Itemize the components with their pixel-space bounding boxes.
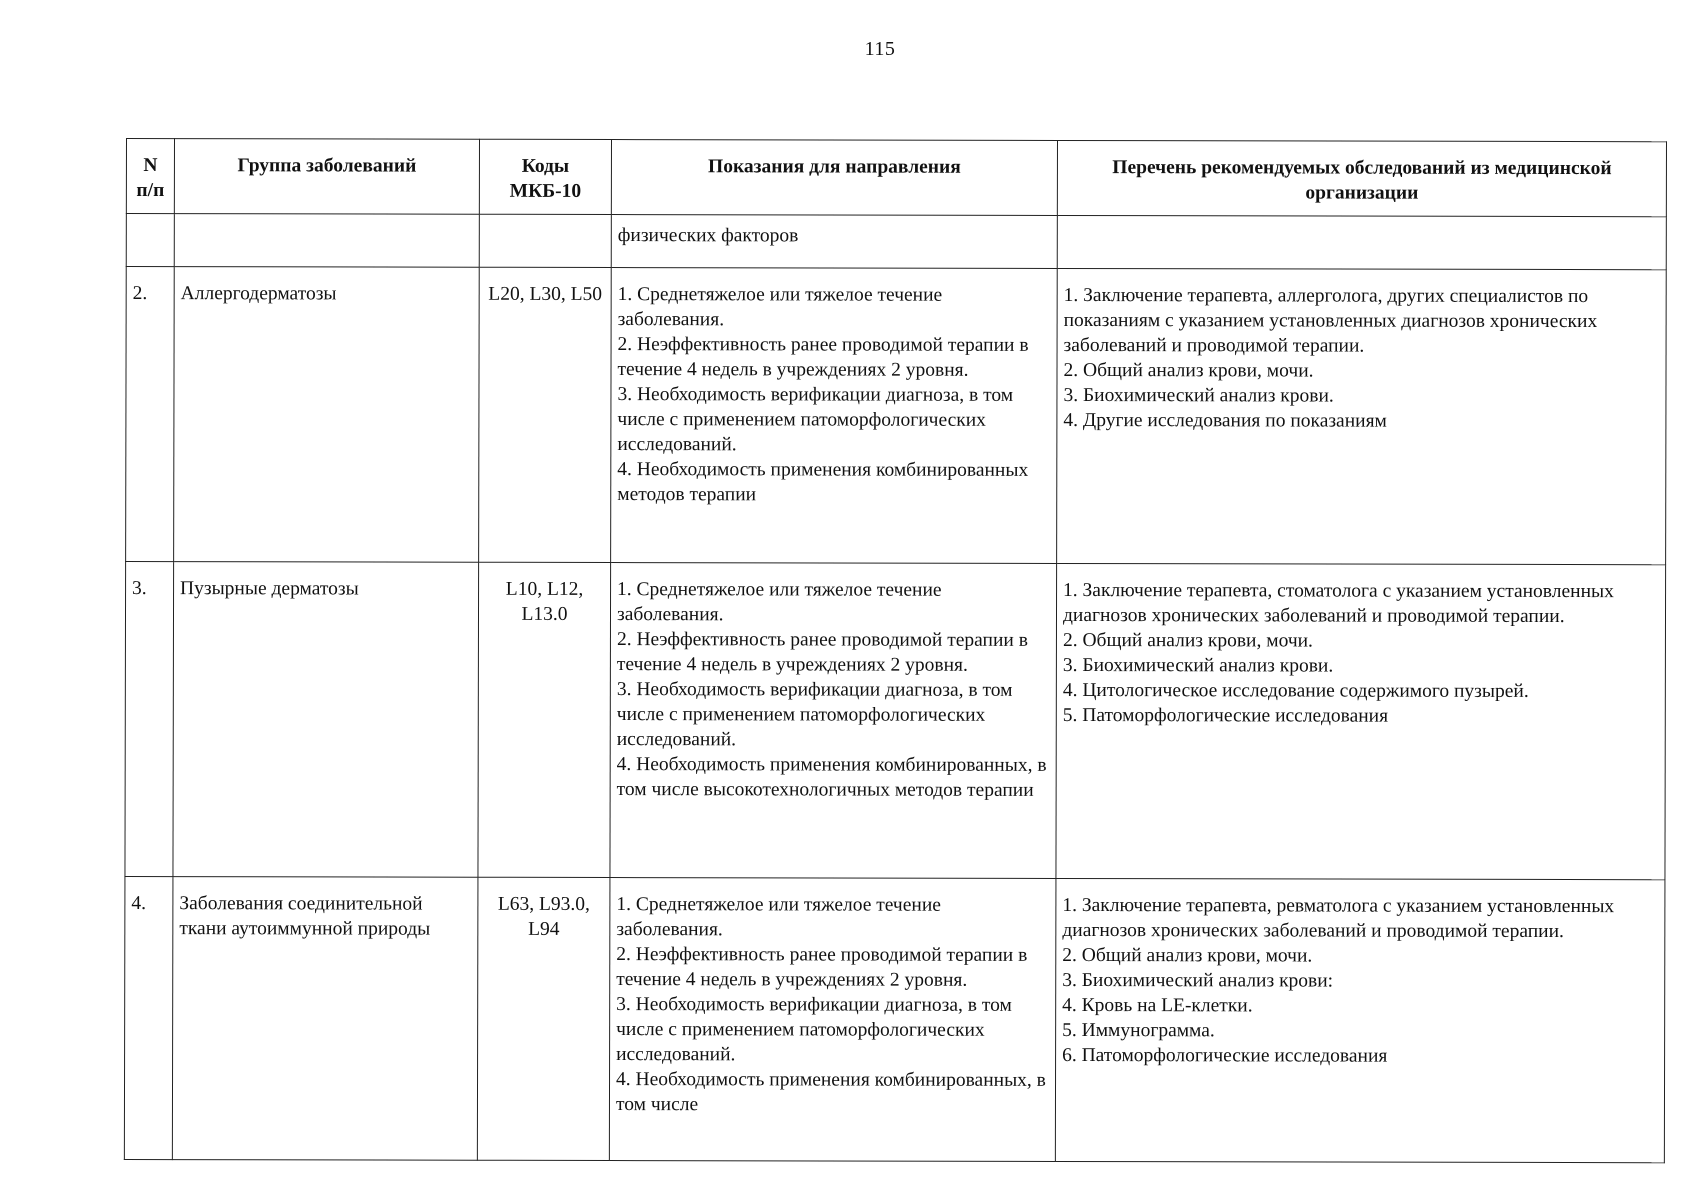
cell-exams (1056, 563, 1666, 879)
exam-item: 2. Общий анализ крови, мочи. (1062, 944, 1313, 967)
indication-item: 3. Необходимость верификации диагноза, в том числе с применением патоморфологических исследований. (616, 994, 1012, 1066)
table-container (124, 138, 1666, 1163)
table-row (125, 562, 1666, 880)
table-row-continuation (126, 214, 1666, 270)
cell-exams (1057, 215, 1666, 269)
cell-num (126, 214, 174, 267)
exam-item: 2. Общий анализ крови, мочи. (1063, 359, 1314, 382)
cell-exams (1057, 268, 1667, 564)
exam-item: 3. Биохимический анализ крови. (1062, 654, 1334, 677)
cell-num: 4. (124, 876, 173, 1159)
indication-item: 1. Среднетяжелое или тяжелое течение заболевания. (616, 894, 941, 941)
exam-item: 4. Кровь на LE-клетки. (1062, 994, 1253, 1017)
indication-item: 4. Необходимость применения комбинированных, в том числе высокотехнологичных методов терапии (616, 754, 1047, 801)
indication-item: 1. Среднетяжелое или тяжелое течение заболевания. (616, 579, 942, 626)
exam-item: 2. Общий анализ крови, мочи. (1062, 629, 1313, 652)
indication-item: 1. Среднетяжелое или тяжелое течение заболевания. (617, 284, 943, 331)
page-number: 115 (864, 38, 896, 60)
cell-codes: L63, L93.0, L94 (477, 877, 610, 1160)
cell-codes: L20, L30, L50 (479, 267, 612, 562)
cell-num: 3. (125, 562, 174, 877)
cell-indications (611, 268, 1058, 564)
exam-item: 1. Заключение терапевта, стоматолога с указанием установленных диагнозов хронических заболеваний и проводимой терапии. (1062, 579, 1614, 628)
exam-item: 3. Биохимический анализ крови. (1063, 384, 1334, 407)
indication-item: 3. Необходимость верификации диагноза, в том числе с применением патоморфологических исследований. (616, 679, 1013, 751)
indication-item: 3. Необходимость верификации диагноза, в том числе с применением патоморфологических исследований. (617, 384, 1014, 456)
exam-item: 4. Другие исследования по показаниям (1063, 409, 1387, 432)
indication-item: 2. Неэффективность ранее проводимой терапии в течение 4 недель в учреждениях 2 уровня. (617, 334, 1029, 381)
referral-table (124, 138, 1667, 1163)
header-exams: Перечень рекомендуемых обследований из медицинской организации (1057, 140, 1666, 216)
header-row (126, 139, 1666, 217)
cell-codes (479, 214, 611, 267)
table-header (126, 139, 1666, 217)
cell-group: Аллергодерматозы (174, 267, 480, 563)
exam-item: 3. Биохимический анализ крови: (1062, 969, 1334, 992)
cell-group (174, 214, 479, 268)
table-row (124, 876, 1665, 1162)
cell-codes: L10, L12, L13.0 (478, 562, 611, 877)
exam-item: 4. Цитологическое исследование содержимого пузырей. (1062, 679, 1529, 702)
exam-item: 1. Заключение терапевта, аллерголога, других специалистов по показаниям с указанием установленных диагнозов хронических заболеваний и проводимой терапии. (1063, 284, 1598, 357)
header-group: Группа заболеваний (174, 139, 479, 215)
cell-indications (609, 878, 1056, 1162)
header-num: N п/п (126, 139, 174, 214)
cell-group: Заболевания соединительной ткани аутоиммунной природы (172, 877, 478, 1161)
cell-exams (1055, 878, 1665, 1162)
cell-group: Пузырные дерматозы (173, 562, 479, 878)
indication-item: 2. Неэффективность ранее проводимой терапии в течение 4 недель в учреждениях 2 уровня. (616, 629, 1028, 676)
indication-item: 4. Необходимость применения комбинированных, в том числе (615, 1069, 1046, 1116)
header-indications: Показания для направления (611, 140, 1057, 216)
cell-indications: физических факторов (611, 215, 1057, 269)
table-body (124, 214, 1666, 1163)
table-row (126, 267, 1667, 565)
exam-item: 5. Иммунограмма. (1062, 1019, 1215, 1042)
cell-indications (610, 563, 1057, 879)
exam-item: 1. Заключение терапевта, ревматолога с указанием установленных диагнозов хронических заболеваний и проводимой терапии. (1062, 894, 1615, 943)
indication-item: 2. Неэффективность ранее проводимой терапии в течение 4 недель в учреждениях 2 уровня. (616, 944, 1028, 991)
indication-item: 4. Необходимость применения комбинированных методов терапии (617, 459, 1029, 506)
header-codes: Коды МКБ-10 (479, 139, 611, 214)
exam-item: 6. Патоморфологические исследования (1062, 1044, 1388, 1067)
exam-item: 5. Патоморфологические исследования (1062, 704, 1389, 727)
cell-num: 2. (126, 267, 175, 562)
